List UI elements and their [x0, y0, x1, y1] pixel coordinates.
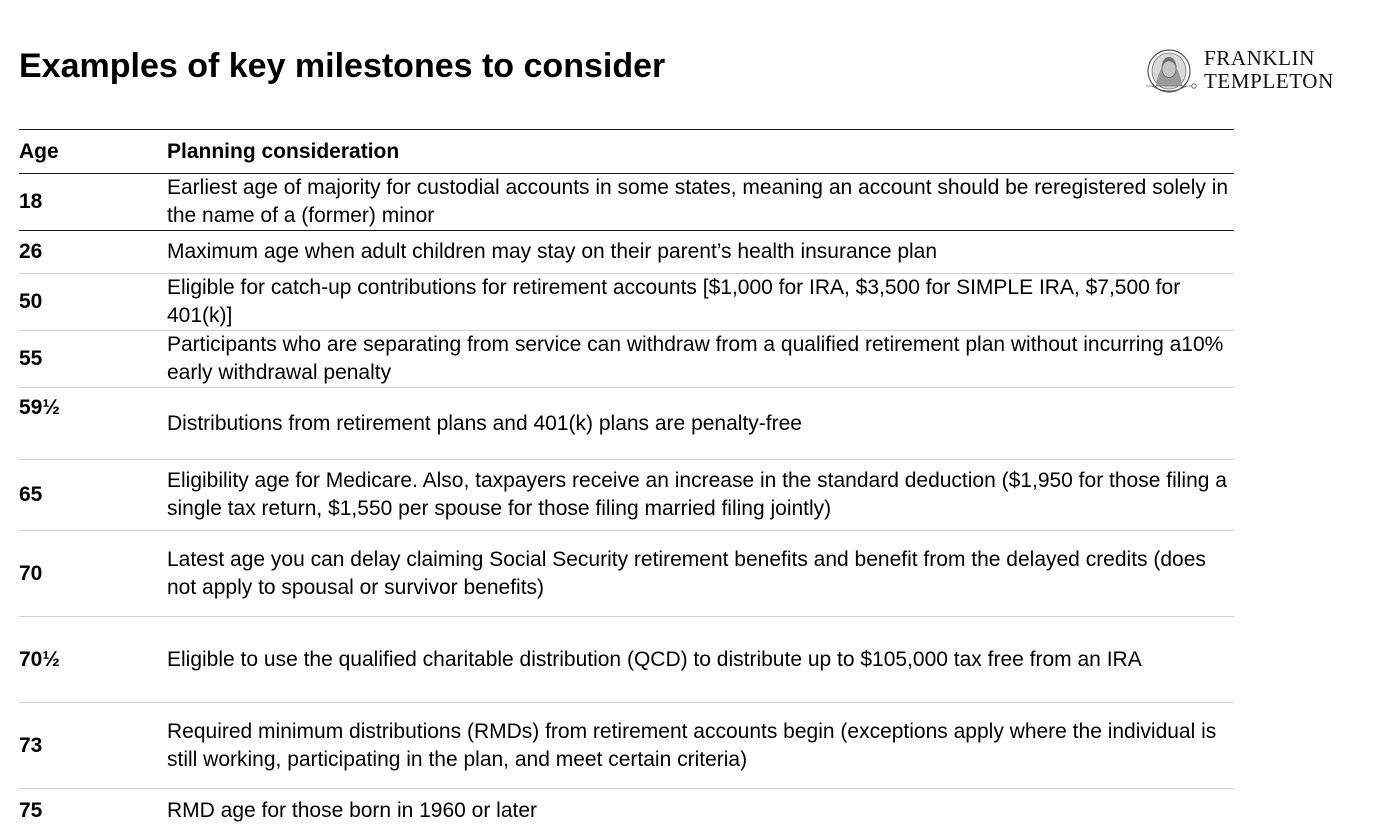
row-age: 59½: [19, 396, 60, 419]
row-age: 50: [19, 290, 43, 313]
row-age: 70½: [19, 647, 60, 671]
table-row: [19, 174, 1234, 231]
row-consideration: Distributions from retirement plans and 401(k) plans are penalty-free: [167, 411, 802, 435]
row-age: 18: [19, 190, 43, 213]
row-age: 70: [19, 561, 43, 585]
row-consideration: Latest age you can delay claiming Social Security retirement benefits and benefit from the delayed credits (does not apply to spousal or survivor benefits): [167, 547, 1206, 599]
row-consideration: Eligibility age for Medicare. Also, taxpayers receive an increase in the standard deduction ($1,950 for those filing a single tax return, $1,550 per spouse for those filing married filing jointly): [167, 469, 1227, 520]
row-age: 65: [19, 483, 43, 506]
row-consideration: Required minimum distributions (RMDs) from retirement accounts begin (exceptions apply where the individual is still working, participating in the plan, and meet certain criteria): [167, 719, 1217, 771]
row-consideration: Maximum age when adult children may stay on their parent’s health insurance plan: [167, 240, 938, 263]
table-header: [19, 130, 1234, 174]
table-row: [19, 789, 1234, 833]
header-consideration: Planning consideration: [167, 139, 400, 163]
row-age: 73: [19, 733, 43, 757]
row-age: 26: [19, 240, 43, 263]
table-row: [19, 231, 1234, 274]
row-age: 75: [19, 799, 43, 822]
franklin-templeton-logo: [1142, 46, 1367, 96]
table-row: [19, 703, 1234, 789]
row-consideration: Earliest age of majority for custodial accounts in some states, meaning an account should be reregistered solely in the name of a (former) minor: [167, 176, 1229, 227]
table-row: [19, 617, 1234, 703]
table-row: [19, 274, 1234, 331]
brand-line-2: TEMPLETON: [1204, 69, 1334, 93]
brand-line-1: FRANKLIN: [1204, 46, 1315, 70]
header-age: Age: [19, 139, 59, 163]
row-consideration: Eligible to use the qualified charitable distribution (QCD) to distribute up to $105,000 tax free from an IRA: [167, 647, 1142, 671]
row-age: 55: [19, 347, 43, 370]
table-row: [19, 531, 1234, 617]
row-consideration: Eligible for catch-up contributions for retirement accounts [$1,000 for IRA, $3,500 for SIMPLE IRA, $7,500 for 401(k)]: [167, 276, 1181, 327]
table-row: [19, 460, 1234, 531]
benjamin-franklin-seal-icon: [1142, 46, 1200, 94]
brand-wordmark: [1204, 47, 1334, 93]
row-consideration: RMD age for those born in 1960 or later: [167, 799, 538, 822]
table-row: [19, 331, 1234, 388]
row-consideration: Participants who are separating from service can withdraw from a qualified retirement plan without incurring a10% early withdrawal penalty: [167, 333, 1224, 384]
page-title: Examples of key milestones to consider: [19, 47, 666, 85]
table-row: [19, 388, 1234, 460]
milestones-table: [19, 129, 1234, 833]
